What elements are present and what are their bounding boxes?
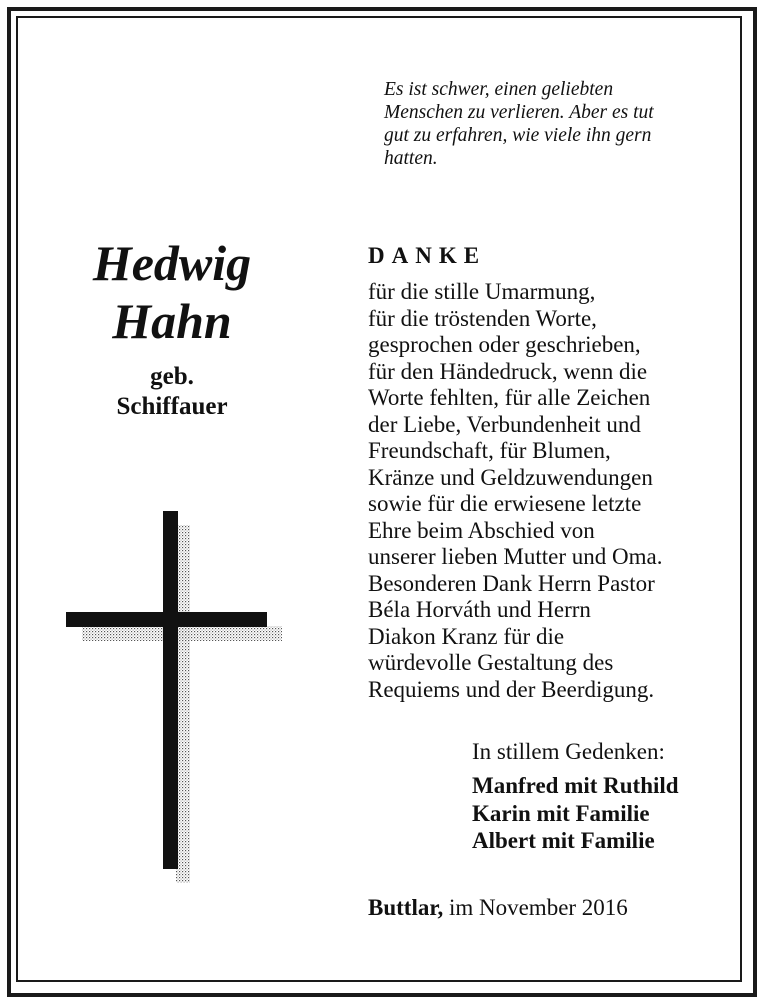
signer-name: Albert mit Familie [472,828,655,853]
thanks-text [368,279,728,703]
signer-name: Manfred mit Ruthild [472,773,679,798]
opening-quote [384,78,724,170]
thanks-heading: DANKE [368,243,487,268]
cross-vertical-beam [163,511,178,869]
deceased-last-name: Hahn [112,293,232,349]
latin-cross-icon [62,505,287,885]
birth-name: Schiffauer [116,393,228,420]
deceased-first-name: Hedwig [92,235,252,291]
quote-line: hatten. [384,148,438,169]
cross-shadow-horizontal [82,626,282,641]
place-date-line [368,894,628,922]
thanks-line: für die tröstenden Worte, [368,305,597,331]
thanks-line: für den Händedruck, wenn die [368,358,648,384]
thanks-line: sowie für die erwiesene letzte [368,491,642,516]
thanks-line: der Liebe, Verbundenheit und [368,411,641,437]
thanks-line: Béla Horváth und Herrn [368,597,591,622]
thanks-line: würdevolle Gestaltung des [368,650,614,675]
quote-line: Es ist schwer, einen geliebten [384,79,614,100]
thanks-line: Freundschaft, für Blumen, [368,438,611,463]
thanks-line: für die stille Umarmung, [368,279,596,304]
signers-list [472,772,679,855]
cross-shadow-vertical [176,525,190,883]
quote-line: Menschen zu verlieren. Aber es tut [384,102,654,123]
thanks-line: Besonderen Dank Herrn Pastor [368,570,655,596]
thanks-line: Kränze und Geldzuwendungen [368,464,653,490]
birth-name-prefix: geb. [150,363,194,390]
quote-line: gut zu erfahren, wie viele ihn gern [384,125,652,146]
thanks-line: Ehre beim Abschied von [368,517,595,543]
signer-name: Karin mit Familie [472,800,650,826]
thanks-line: gesprochen oder geschrieben, [368,332,641,357]
thanks-line: unserer lieben Mutter und Oma. [368,544,663,569]
memorial-intro: In stillem Gedenken: [472,739,665,764]
place-name: Buttlar, [368,895,444,920]
thanks-line: Diakon Kranz für die [368,623,565,649]
cross-horizontal-beam [66,612,267,627]
date-text: im November 2016 [448,895,628,920]
thanks-line: Requiems und der Beerdigung. [368,676,655,702]
thanks-line: Worte fehlten, für alle Zeichen [368,385,651,410]
